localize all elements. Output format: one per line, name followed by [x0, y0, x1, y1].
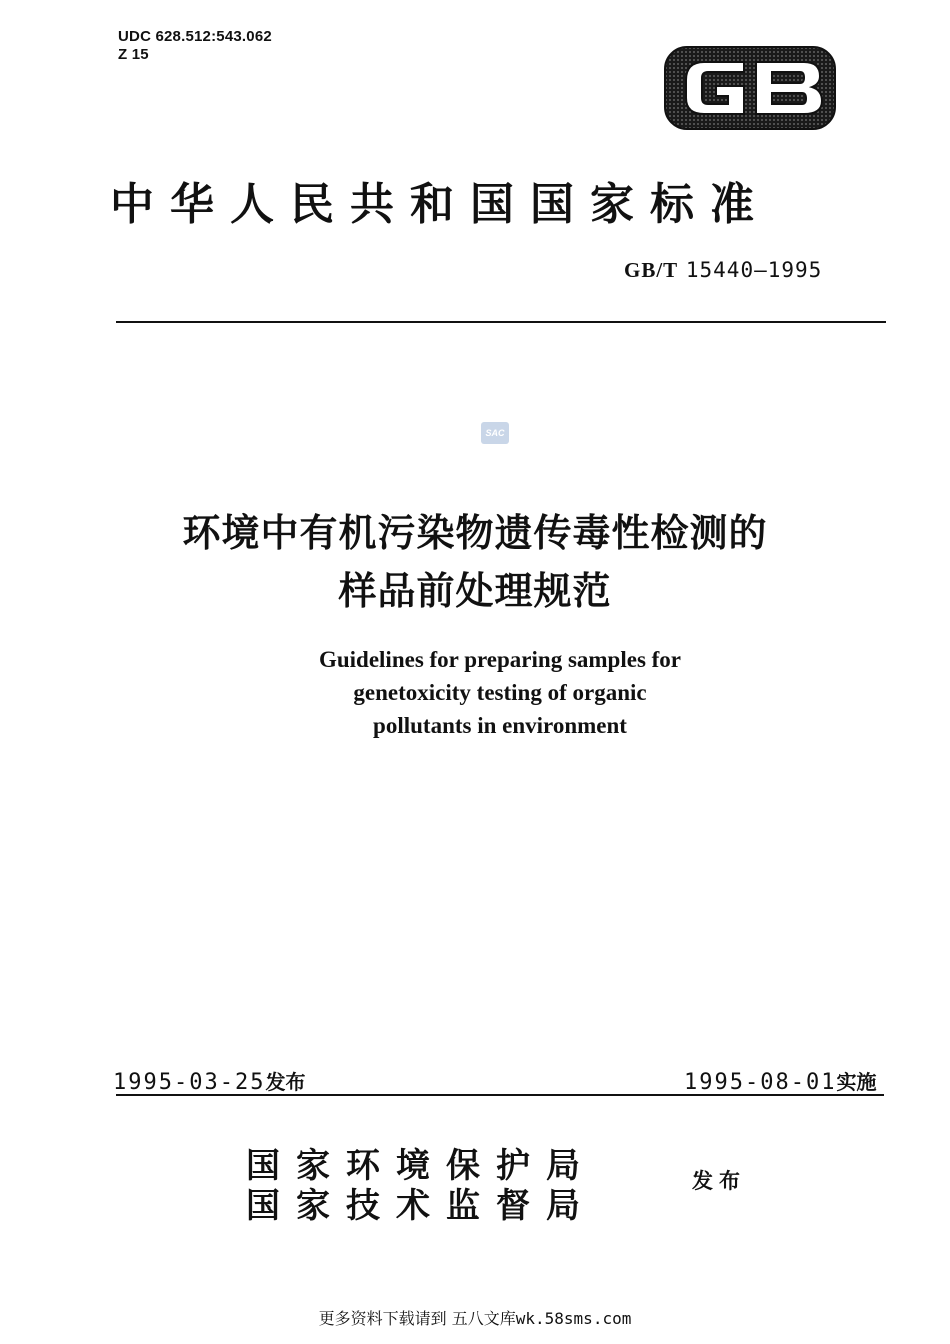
footer-text: 更多资料下载请到 五八文库	[318, 1309, 516, 1328]
implement-date-value: 1995-08-01	[684, 1070, 837, 1095]
top-divider	[116, 321, 886, 323]
document-title-cn-line1: 环境中有机污染物遗传毒性检测的	[182, 511, 768, 555]
implement-date	[684, 1066, 876, 1095]
standard-title: 中华人民共和国国家标准	[110, 179, 770, 230]
footer-link[interactable]: wk.58sms.com	[515, 1309, 632, 1328]
document-title-en-line1: Guidelines for preparing samples for	[318, 647, 682, 672]
standard-code	[624, 258, 822, 283]
publish-date-label: 发布	[265, 1070, 306, 1094]
sac-mark-icon: SAC	[481, 422, 509, 444]
bottom-divider	[116, 1094, 884, 1096]
standard-code-number: 15440—1995	[685, 258, 823, 282]
gb-logo-icon	[664, 46, 836, 130]
issuer-line2: 国家技术监督局	[246, 1186, 596, 1226]
footer-note	[0, 1306, 950, 1329]
document-title-cn-line2: 样品前处理规范	[338, 569, 612, 613]
implement-date-label: 实施	[836, 1070, 877, 1094]
issue-label: 发布	[692, 1169, 746, 1193]
udc-code: UDC 628.512:543.062	[118, 28, 272, 45]
classification-code: Z 15	[118, 46, 149, 63]
issuer-line1: 国家环境保护局	[246, 1146, 596, 1186]
udc-block	[118, 28, 272, 64]
publish-date-value: 1995-03-25	[113, 1070, 266, 1095]
gb-logo	[664, 46, 836, 130]
document-title-en-line3: pollutants in environment	[373, 713, 627, 738]
document-title-en-line2: genetoxicity testing of organic	[353, 680, 647, 705]
publish-date	[113, 1066, 305, 1095]
standard-code-prefix: GB/T	[624, 258, 679, 282]
